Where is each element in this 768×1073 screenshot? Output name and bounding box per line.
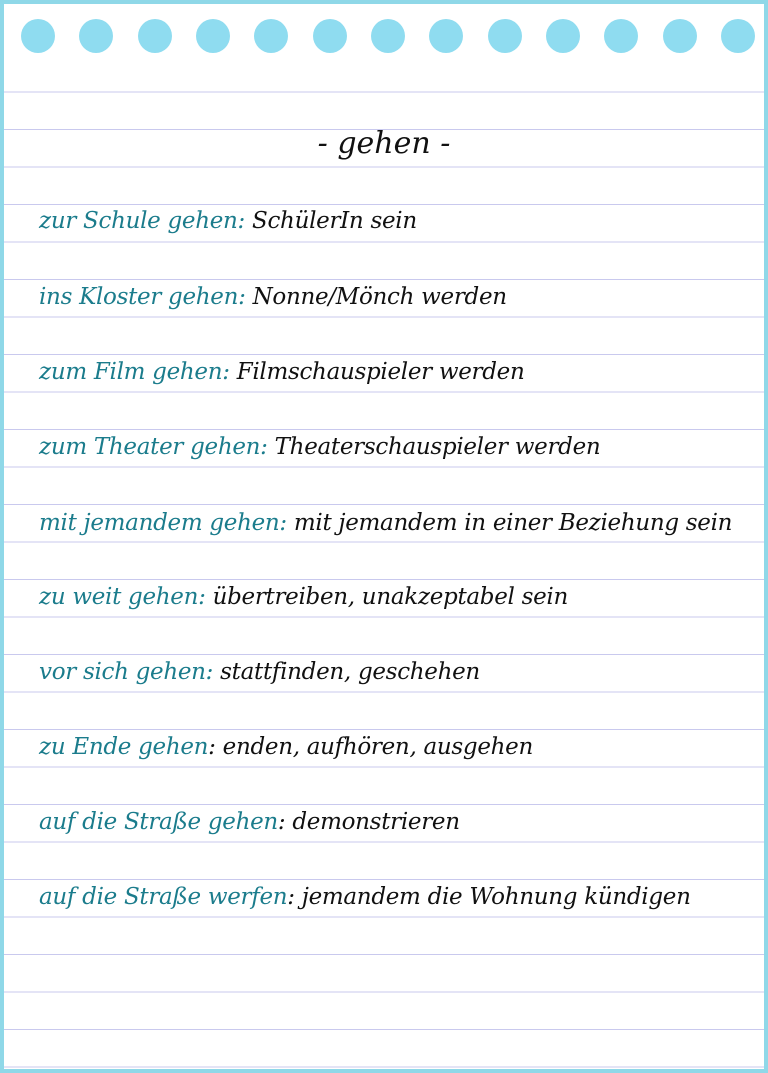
binder-hole [721,19,755,53]
expression-entry [39,281,759,313]
expression-entry [39,881,759,913]
expression-meaning: : demonstrieren [277,809,460,835]
expression-entry [39,507,759,539]
binder-hole [254,19,288,53]
binder-hole [488,19,522,53]
expression-entry [39,806,759,838]
page-title: - gehen - [317,126,451,161]
binder-hole [79,19,113,53]
expression-term: vor sich gehen: [39,659,214,685]
expression-meaning: Filmschauspieler werden [236,359,525,385]
binder-hole [371,19,405,53]
expression-meaning: SchülerIn sein [252,208,417,234]
expression-entry [39,656,759,688]
binder-hole [138,19,172,53]
expression-meaning: übertreiben, unakzeptabel sein [212,584,568,610]
expression-meaning: : enden, aufhören, ausgehen [208,734,533,760]
binder-hole [429,19,463,53]
expression-entry [39,581,759,613]
expression-term: mit jemandem gehen: [39,510,287,536]
expression-term: ins Kloster gehen: [39,284,246,310]
expression-term: auf die Straße werfen [39,884,288,910]
expression-term: zum Theater gehen: [39,434,268,460]
binder-hole [546,19,580,53]
binder-hole [21,19,55,53]
expression-meaning: : jemandem die Wohnung kündigen [287,884,691,910]
expression-term: zum Film gehen: [39,359,230,385]
expression-meaning: mit jemandem in einer Beziehung sein [293,510,733,536]
binder-hole [604,19,638,53]
expression-term: zur Schule gehen: [39,208,245,234]
expression-entry [39,731,759,763]
binder-hole [196,19,230,53]
expression-term: auf die Straße gehen [39,809,278,835]
expression-entry [39,356,759,388]
expression-meaning: Nonne/Mönch werden [252,284,507,310]
expression-entry [39,431,759,463]
expression-entry [39,205,759,237]
expression-term: zu weit gehen: [39,584,206,610]
expression-meaning: stattfinden, geschehen [220,659,480,685]
binder-holes [21,19,761,55]
expression-meaning: Theaterschauspieler werden [274,434,601,460]
expression-term: zu Ende gehen [39,734,209,760]
binder-hole [313,19,347,53]
binder-hole [663,19,697,53]
